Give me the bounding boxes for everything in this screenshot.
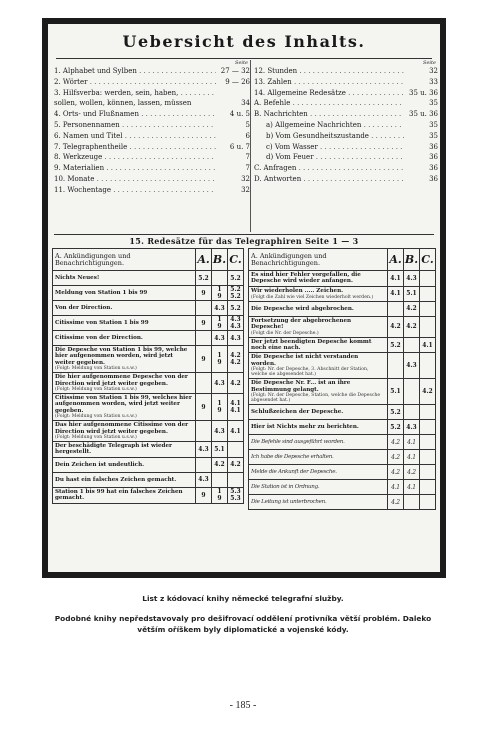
code-table-row bbox=[53, 472, 244, 487]
phrase-text: Citissime von Station 1 bis 99, welches hier aufgenommen worden, wird jetzt weiter gegeben. bbox=[55, 395, 192, 414]
toc-entry-label: 7. Telegraphentheile . . . bbox=[54, 142, 216, 153]
toc-entry-label: 9. Materialien . . . bbox=[54, 163, 216, 174]
code-cell-a: 4.3 bbox=[196, 442, 212, 458]
phrase-cell bbox=[53, 346, 196, 373]
phrase-cell bbox=[249, 271, 388, 287]
toc-entry-page: 36 bbox=[429, 174, 438, 183]
phrase-cell bbox=[249, 405, 388, 420]
code-cell-b: 4.1 bbox=[404, 450, 420, 465]
caption-line-1: List z kódovací knihy německé telegrafní služby. bbox=[142, 594, 344, 603]
toc-entry bbox=[254, 66, 438, 77]
phrase-text: Fortsetzung der abgebrochenen Depesche! bbox=[251, 317, 352, 331]
code-cell-a: 4.1 bbox=[388, 271, 404, 287]
toc-entry bbox=[254, 131, 438, 142]
code-cell-c bbox=[420, 450, 436, 465]
section-heading: 15. Redesätze für das Telegraphiren Seite 1 — 3 bbox=[129, 236, 359, 246]
code-cell-c bbox=[420, 316, 436, 337]
code-table-header: A. Ankündigungen und Benachrichtigungen. bbox=[53, 249, 196, 271]
code-cell-a: 5.2 bbox=[388, 405, 404, 420]
phrase-note: (Folgt: Meldung von Station u.s.w.) bbox=[55, 435, 137, 441]
toc-entry-label: 10. Monate . . . bbox=[54, 174, 216, 185]
code-cell-c bbox=[420, 286, 436, 301]
code-cell-c bbox=[420, 405, 436, 420]
phrase-text: Die Station ist in Ordnung. bbox=[251, 483, 320, 490]
code-table-row bbox=[53, 457, 244, 472]
code-cell-c: 4.2 bbox=[420, 379, 436, 405]
code-cell-a: 5.1 bbox=[388, 379, 404, 405]
toc-entry bbox=[254, 77, 438, 88]
phrase-text: Die Leitung ist unterbrochen. bbox=[251, 498, 327, 505]
code-cell-a: 9 bbox=[196, 286, 212, 301]
phrase-cell bbox=[249, 316, 388, 337]
toc-entry-page: 6 u. 7 bbox=[229, 142, 250, 151]
phrase-text: Das hier aufgenommene Citissime von der Direction wird jetzt weiter gegeben. bbox=[55, 422, 189, 435]
phrase-note: (Folgt: Meldung von Station u.s.w.) bbox=[55, 387, 137, 393]
code-cell-b: 4.3 bbox=[404, 420, 420, 435]
column-a-header: A. bbox=[196, 249, 212, 271]
code-table-row bbox=[249, 301, 436, 316]
phrase-note: (Folgt: Nr. der Depesche, Station, welche die Depesche abgesendet hat.) bbox=[251, 393, 381, 404]
title-rule bbox=[56, 58, 432, 59]
code-cell-b: 1 9 bbox=[212, 394, 228, 421]
code-cell-b: 4.2 bbox=[212, 457, 228, 472]
code-cell-c bbox=[420, 271, 436, 287]
code-table-header: A. Ankündigungen und Benachrichtigungen. bbox=[249, 249, 388, 271]
phrase-text: Station 1 bis 99 hat ein falsches Zeichen gemacht. bbox=[55, 488, 183, 502]
code-cell-b: 4.1 bbox=[404, 480, 420, 495]
section-rule bbox=[54, 234, 434, 235]
toc-entry-label: 1. Alphabet und Sylben . . . bbox=[54, 66, 216, 77]
toc-entry-label: 3. Hilfsverba: werden, sein, haben, . . . bbox=[54, 88, 216, 99]
toc-entry bbox=[54, 109, 250, 120]
toc-entry bbox=[254, 174, 438, 185]
phrase-cell bbox=[53, 394, 196, 421]
code-table-row bbox=[249, 379, 436, 405]
toc-entry-page: 36 bbox=[429, 153, 438, 162]
code-table-row bbox=[249, 271, 436, 287]
code-cell-b: 4.1 bbox=[404, 435, 420, 450]
code-cell-a: 4.2 bbox=[388, 495, 404, 510]
phrase-text: Der beschädigte Telegraph ist wieder hergestellt. bbox=[55, 443, 172, 456]
code-cell-a bbox=[196, 421, 212, 442]
phrase-note: (Folgt die Zahl wie viel Zeichen wiederholt werden.) bbox=[251, 294, 374, 300]
phrase-text: Die Befehle sind ausgeführt worden. bbox=[251, 438, 345, 445]
code-cell-b: 4.2 bbox=[404, 316, 420, 337]
phrase-text: Du hast ein falsches Zeichen gemacht. bbox=[55, 476, 177, 483]
phrase-text: Die Depesche ist nicht verstanden worden. bbox=[251, 354, 359, 367]
phrase-text: Die Depesche von Station 1 bis 99, welche hier aufgenommen worden, wird jetzt weiter gegeben. bbox=[55, 347, 188, 366]
toc-entry-label: 12. Stunden . . . bbox=[254, 66, 404, 77]
phrase-text: Hier ist Nichts mehr zu berichten. bbox=[251, 423, 359, 430]
code-cell-c: 4.1 4.1 bbox=[228, 394, 244, 421]
code-cell-a: 4.2 bbox=[388, 316, 404, 337]
toc-entry-label: D. Antworten . . . bbox=[254, 174, 404, 185]
code-table-right bbox=[248, 248, 436, 510]
code-table-row bbox=[53, 421, 244, 442]
code-cell-c bbox=[420, 495, 436, 510]
seite-label-left: Seite bbox=[235, 60, 248, 66]
column-b-header: B. bbox=[404, 249, 420, 271]
code-table-row bbox=[249, 435, 436, 450]
code-cell-b: 1 9 bbox=[212, 487, 228, 503]
code-cell-c: 5.2 bbox=[228, 301, 244, 316]
code-cell-c bbox=[420, 301, 436, 316]
phrase-text: Meldung von Station 1 bis 99 bbox=[55, 289, 148, 296]
code-table-row bbox=[249, 480, 436, 495]
toc-entry bbox=[254, 152, 438, 163]
toc-entry bbox=[254, 98, 438, 109]
toc-entry bbox=[54, 88, 250, 99]
code-cell-a: 9 bbox=[196, 394, 212, 421]
code-cell-a: 4.2 bbox=[388, 450, 404, 465]
code-table-row bbox=[53, 373, 244, 394]
code-cell-a: 4.2 bbox=[388, 465, 404, 480]
code-cell-a: 4.3 bbox=[196, 472, 212, 487]
toc-entry-label: A. Befehle . . . bbox=[254, 98, 404, 109]
phrase-cell bbox=[249, 420, 388, 435]
phrase-note: (Folgt: Meldung von Station u.s.w.) bbox=[55, 366, 137, 372]
code-table-row bbox=[249, 420, 436, 435]
toc-entry-page: 33 bbox=[429, 77, 438, 86]
code-cell-a bbox=[196, 457, 212, 472]
code-cell-c bbox=[420, 353, 436, 379]
phrase-text: Dein Zeichen ist undeutlich. bbox=[55, 461, 145, 468]
phrase-cell bbox=[53, 286, 196, 301]
phrase-cell bbox=[53, 457, 196, 472]
code-cell-c: 5.2 5.2 bbox=[228, 286, 244, 301]
code-cell-a: 4.1 bbox=[388, 286, 404, 301]
phrase-text: Der jetzt beendigten Depesche kommt noch eine nach. bbox=[251, 338, 372, 352]
code-cell-b: 1 9 bbox=[212, 316, 228, 331]
code-cell-a: 5.2 bbox=[196, 271, 212, 286]
code-table-row bbox=[53, 487, 244, 503]
code-cell-c bbox=[420, 420, 436, 435]
toc-entry-page: 32 bbox=[241, 174, 250, 183]
code-cell-c: 5.2 bbox=[228, 271, 244, 286]
toc-entry bbox=[54, 142, 250, 153]
toc-entry-page: 35 bbox=[429, 99, 438, 108]
column-a-header: A. bbox=[388, 249, 404, 271]
code-table-row bbox=[53, 442, 244, 458]
phrase-text: Die Depesche wird abgebrochen. bbox=[251, 305, 354, 312]
phrase-cell bbox=[53, 331, 196, 346]
code-table-header-row bbox=[249, 249, 436, 271]
toc-entry-label: B. Nachrichten . . . bbox=[254, 109, 404, 120]
phrase-text: Ich habe die Depesche erhalten. bbox=[251, 453, 334, 460]
code-cell-b bbox=[404, 379, 420, 405]
toc-entry bbox=[254, 142, 438, 153]
code-cell-a bbox=[388, 353, 404, 379]
toc-entry bbox=[54, 77, 250, 88]
toc-entry bbox=[54, 66, 250, 77]
toc-entry bbox=[54, 163, 250, 174]
toc-entry-page: 5 bbox=[245, 120, 250, 129]
toc-entry-page: 36 bbox=[429, 164, 438, 173]
phrase-cell bbox=[249, 435, 388, 450]
code-cell-a: 9 bbox=[196, 346, 212, 373]
phrase-text: Schlußzeichen der Depesche. bbox=[251, 408, 344, 415]
toc-entry-label: 6. Namen und Titel . . . bbox=[54, 131, 216, 142]
code-cell-a bbox=[388, 301, 404, 316]
phrase-text: Die Depesche Nr. F... ist an ihre Bestimmung gelangt. bbox=[251, 380, 351, 393]
code-cell-b: 5.1 bbox=[212, 442, 228, 458]
code-table-row bbox=[53, 331, 244, 346]
toc-entry bbox=[254, 120, 438, 131]
code-cell-b: 4.2 bbox=[404, 465, 420, 480]
toc-entry-label: 13. Zahlen . . . bbox=[254, 77, 404, 88]
toc-entry-label: 5. Personennamen . . . bbox=[54, 120, 216, 131]
phrase-text: Von der Direction. bbox=[55, 304, 113, 311]
code-cell-a: 4.2 bbox=[388, 435, 404, 450]
code-cell-b: 4.3 bbox=[212, 301, 228, 316]
toc-entry-label: 11. Wochentage . . . bbox=[54, 185, 216, 196]
code-cell-c bbox=[420, 435, 436, 450]
toc-entry-page: 7 bbox=[245, 164, 250, 173]
code-table-header-row bbox=[53, 249, 244, 271]
code-table-row bbox=[53, 394, 244, 421]
code-cell-b: 4.3 bbox=[212, 331, 228, 346]
toc-entry bbox=[54, 131, 250, 142]
phrase-cell bbox=[249, 379, 388, 405]
phrase-note: (Folgt die Nr. der Depesche.) bbox=[251, 330, 319, 336]
toc-divider bbox=[250, 60, 251, 232]
phrase-cell bbox=[53, 373, 196, 394]
phrase-cell bbox=[249, 301, 388, 316]
code-cell-a: 9 bbox=[196, 316, 212, 331]
toc-entry-label: sollen, wollen, können, lassen, müssen bbox=[54, 99, 192, 108]
toc-entry bbox=[54, 152, 250, 163]
code-cell-c: 4.1 bbox=[420, 337, 436, 353]
code-cell-a: 9 bbox=[196, 487, 212, 503]
toc-entry-label: 4. Orts- und Flußnamen . . . bbox=[54, 109, 216, 120]
code-table-row bbox=[249, 450, 436, 465]
phrase-text: Nichts Neues! bbox=[55, 274, 100, 281]
code-cell-c: 4.2 bbox=[228, 457, 244, 472]
code-table-row bbox=[53, 271, 244, 286]
code-table-left bbox=[52, 248, 244, 504]
toc-entry-page: 35 u. 36 bbox=[409, 110, 438, 119]
toc-entry bbox=[54, 98, 250, 109]
code-table-row bbox=[249, 353, 436, 379]
code-cell-b: 1 9 bbox=[212, 286, 228, 301]
toc-entry-page: 36 bbox=[429, 142, 438, 151]
toc-entry bbox=[54, 174, 250, 185]
code-cell-c bbox=[420, 480, 436, 495]
scanned-codebook-page bbox=[42, 18, 446, 578]
toc-entry-page: 32 bbox=[241, 185, 250, 194]
column-c-header: C. bbox=[420, 249, 436, 271]
toc-entry bbox=[54, 120, 250, 131]
phrase-cell bbox=[53, 421, 196, 442]
toc-entry-label: 2. Wörter . . . bbox=[54, 77, 216, 88]
toc-entry-page: 34 bbox=[241, 99, 250, 108]
toc-entry-page: 7 bbox=[245, 153, 250, 162]
phrase-text: Es sind hier Fehler vorgefallen, die Depesche wird wieder anfangen. bbox=[251, 272, 361, 285]
code-table-row bbox=[53, 286, 244, 301]
code-table-row bbox=[249, 465, 436, 480]
code-table-row bbox=[249, 405, 436, 420]
toc-entry bbox=[254, 88, 438, 99]
code-table-row bbox=[249, 495, 436, 510]
code-cell-b: 5.1 bbox=[404, 286, 420, 301]
toc-entry-page bbox=[216, 88, 250, 99]
toc-entry-page: 35 bbox=[429, 120, 438, 129]
toc-entry-label: c) Vom Wasser . . . bbox=[266, 142, 404, 153]
code-cell-a: 5.2 bbox=[388, 337, 404, 353]
toc-entry-label: a) Allgemeine Nachrichten . . . bbox=[266, 120, 404, 131]
page-number: - 185 - bbox=[229, 700, 257, 711]
code-cell-b: 4.3 bbox=[212, 373, 228, 394]
phrase-note: (Folgt: Meldung von Station u.s.w.) bbox=[55, 414, 137, 420]
phrase-cell bbox=[249, 480, 388, 495]
phrase-cell bbox=[249, 465, 388, 480]
phrase-text: Wir wiederholen ..... Zeichen. bbox=[251, 288, 344, 295]
toc-right-column bbox=[254, 60, 438, 185]
code-cell-b bbox=[404, 405, 420, 420]
code-cell-c: 4.3 4.3 bbox=[228, 316, 244, 331]
phrase-text: Citissime von der Direction. bbox=[55, 334, 143, 341]
codebook-sheet bbox=[48, 24, 440, 572]
phrase-cell bbox=[53, 487, 196, 503]
phrase-cell bbox=[53, 271, 196, 286]
code-cell-c: 4.2 bbox=[228, 373, 244, 394]
code-cell-b bbox=[212, 271, 228, 286]
toc-entry-label: 14. Allgemeine Redesätze . . . bbox=[254, 88, 404, 99]
toc-entry-page: 35 u. 36 bbox=[409, 88, 438, 97]
code-cell-c bbox=[228, 472, 244, 487]
code-cell-b: 4.3 bbox=[404, 353, 420, 379]
phrase-cell bbox=[249, 286, 388, 301]
toc-entry-page: 32 bbox=[429, 67, 438, 75]
toc-entry bbox=[54, 185, 250, 196]
code-cell-a: 4.1 bbox=[388, 480, 404, 495]
code-cell-b: 1 9 bbox=[212, 346, 228, 373]
toc-entry-page: 4 u. 5 bbox=[229, 110, 250, 119]
toc-entry-page: 6 bbox=[245, 131, 250, 140]
code-cell-b bbox=[404, 337, 420, 353]
code-table-row bbox=[249, 337, 436, 353]
toc-entry-label: 8. Werkzeuge . . . bbox=[54, 152, 216, 163]
phrase-cell bbox=[53, 316, 196, 331]
code-cell-c: 4.2 4.2 bbox=[228, 346, 244, 373]
toc-entry-page: 27 — 32 bbox=[220, 67, 250, 75]
toc-entry-page: 35 bbox=[429, 131, 438, 140]
code-cell-c: 5.3 5.3 bbox=[228, 487, 244, 503]
phrase-cell bbox=[249, 450, 388, 465]
code-cell-b bbox=[212, 472, 228, 487]
phrase-cell bbox=[249, 337, 388, 353]
phrase-cell bbox=[249, 353, 388, 379]
phrase-cell bbox=[249, 495, 388, 510]
code-cell-b: 4.2 bbox=[404, 301, 420, 316]
code-cell-a bbox=[196, 301, 212, 316]
code-cell-c bbox=[228, 442, 244, 458]
toc-entry-page: 9 — 26 bbox=[225, 77, 250, 86]
code-table-row bbox=[53, 346, 244, 373]
code-cell-a bbox=[196, 373, 212, 394]
toc-entry-label: d) Vom Feuer . . . bbox=[266, 152, 404, 163]
phrase-text: Die hier aufgenommene Depesche von der Direction wird jetzt weiter gegeben. bbox=[55, 374, 188, 387]
code-cell-c: 4.3 bbox=[228, 331, 244, 346]
phrase-text: Melde die Ankunft der Depesche. bbox=[251, 468, 337, 475]
column-c-header: C. bbox=[228, 249, 244, 271]
seite-label-right: Seite bbox=[423, 60, 436, 66]
code-cell-b: 4.3 bbox=[212, 421, 228, 442]
code-cell-b: 4.3 bbox=[404, 271, 420, 287]
column-b-header: B. bbox=[212, 249, 228, 271]
code-table-row bbox=[249, 286, 436, 301]
code-table-row bbox=[249, 316, 436, 337]
phrase-cell bbox=[53, 442, 196, 458]
toc-entry bbox=[254, 109, 438, 120]
code-cell-b bbox=[404, 495, 420, 510]
phrase-note: (Folgt: Nr. der Depesche, 3. Abschnitt der Station, welche sie abgesendet hat.) bbox=[251, 367, 369, 378]
code-cell-c bbox=[420, 465, 436, 480]
code-table-row bbox=[53, 316, 244, 331]
code-table-row bbox=[53, 301, 244, 316]
toc-entry-label: C. Anfragen . . . bbox=[254, 163, 404, 174]
code-cell-a bbox=[196, 331, 212, 346]
toc-entry bbox=[254, 163, 438, 174]
code-cell-a: 5.2 bbox=[388, 420, 404, 435]
phrase-cell bbox=[53, 301, 196, 316]
code-cell-c: 4.1 bbox=[228, 421, 244, 442]
phrase-text: Citissime von Station 1 bis 99 bbox=[55, 319, 149, 326]
codebook-title: Uebersicht des Inhalts. bbox=[122, 32, 366, 51]
toc-entry-label: b) Vom Gesundheitszustande . . . bbox=[266, 131, 404, 142]
toc-left-column bbox=[54, 60, 250, 196]
phrase-cell bbox=[53, 472, 196, 487]
caption-line-2: Podobné knihy nepředstavovaly pro dešifrovací oddělení protivníka větší problém. Daleko větším oříškem byly diplomatické a vojenské kódy. bbox=[54, 614, 432, 634]
